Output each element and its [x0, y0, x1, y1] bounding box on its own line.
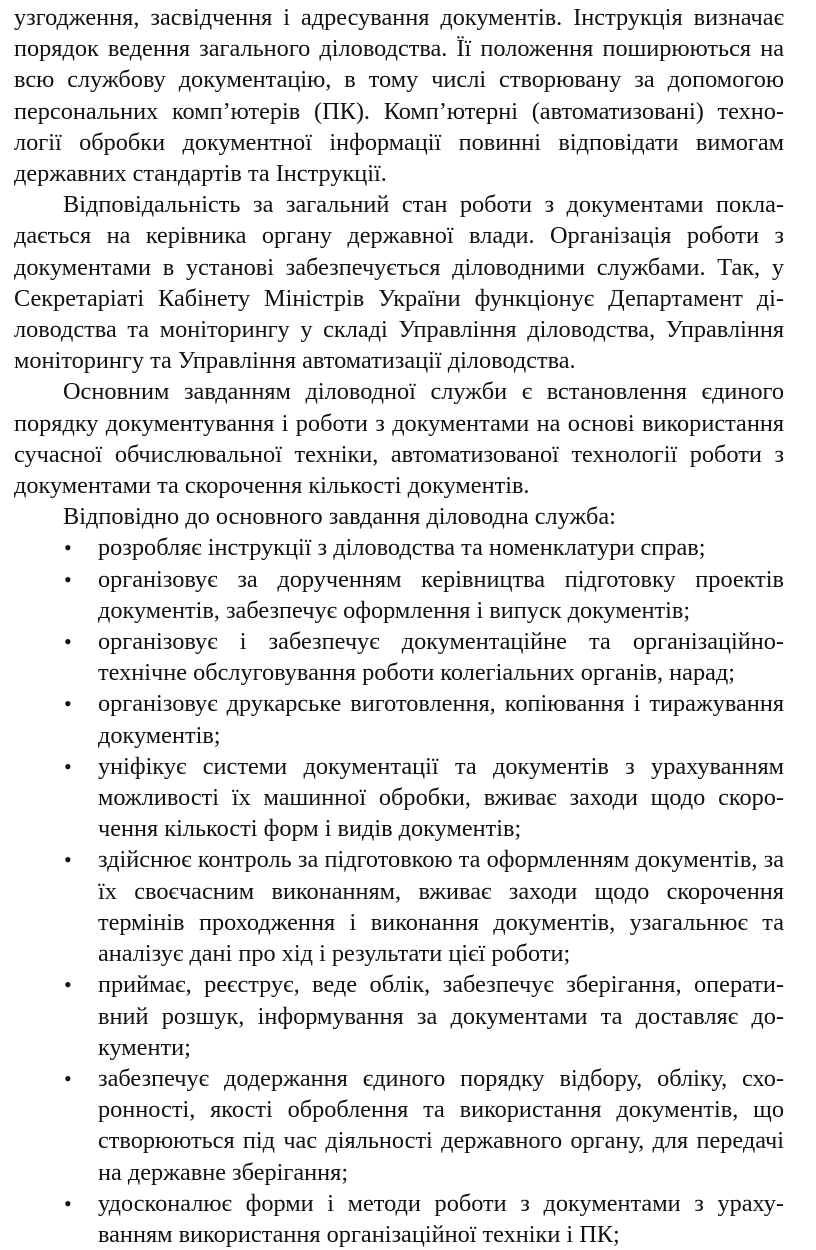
list-item-text: розробляє інструкції з діловодства та номенклатури справ; — [98, 534, 706, 562]
list-item — [14, 969, 784, 1063]
list-item — [14, 564, 784, 626]
bullet-icon: • — [64, 566, 72, 592]
bullet-icon: • — [64, 629, 72, 655]
list-item — [14, 844, 784, 969]
list-item-text: приймає, реєструє, веде облік, забезпечує зберігання, оперативний розшук, інформування за документами та доставляє документи; — [98, 971, 784, 1061]
bullet-icon: • — [64, 753, 72, 779]
bullet-icon: • — [64, 1065, 72, 1091]
list-item — [14, 532, 784, 563]
paragraph-responsibility: Відповідальність за загальний стан роботи з документами покладається на керівника органу державної влади. Організація роботи з документами в установі забезпечується діловодними службами. Так, у Секретаріаті Кабінету Міністрів України функціонує Департамент діловодства та моніторингу у складі Управління діловодства, Управління моніторингу та Управління автоматизації діловодства. — [14, 191, 784, 375]
list-item-text: уніфікує системи документації та документів з урахуванням можливості їх машинної обробки, вживає заходи щодо скорочення кількості форм і видів документів; — [98, 752, 784, 843]
list-item — [14, 626, 784, 688]
list-item — [14, 751, 784, 845]
bullet-icon: • — [64, 535, 72, 561]
list-item — [14, 1063, 784, 1188]
list-item — [14, 1188, 784, 1250]
list-item-text: організовує друкарське виготовлення, копіювання і тиражування документів; — [98, 690, 784, 749]
list-item — [14, 688, 784, 750]
bullet-icon: • — [64, 972, 72, 998]
duties-list — [14, 532, 784, 1250]
list-item-text: здійснює контроль за підготовкою та оформленням документів, за їх своєчасним виконанням, вживає заходи щодо скорочення термінів проходження і виконання документів, узагальнює та аналізує дані про хід і результати цієї роботи; — [98, 846, 784, 968]
paragraph-continuation: узгодження, засвідчення і адресування документів. Інструкція визначає порядок ведення загального діловодства. Її положення поширюються на всю службову документацію, в тому числі створювану за допомогою персональних комп’ютерів (ПК). Комп’ютерні (автоматизовані) технології обробки документної інформації повинні відповідати вимогам державних стандартів та Інструкції. — [14, 4, 784, 188]
paragraph-main-task: Основним завданням діловодної служби є встановлення єдиного порядку документування і роботи з документами на основі використання сучасної обчислювальної техніки, автоматизованої технології роботи з документами та скорочення кількості документів. — [14, 378, 784, 500]
bullet-icon: • — [64, 847, 72, 873]
list-item-text: забезпечує додержання єдиного порядку відбору, обліку, схоронності, якості оброблення та використання документів, що створюються під час діяльності державного органу, для передачі на державне зберігання; — [98, 1064, 784, 1186]
list-item-text: організовує за дорученням керівництва підготовку проектів документів, забезпечує оформлення і випуск документів; — [98, 565, 784, 624]
bullet-icon: • — [64, 1190, 72, 1216]
paragraph-list-intro: Відповідно до основного завдання діловодна служба: — [63, 503, 616, 531]
list-item-text: організовує і забезпечує документаційне та організаційно-технічне обслуговування роботи колегіальних органів, нарад; — [98, 628, 784, 687]
list-item-text: удосконалює форми і методи роботи з документами з урахуванням використання організаційної техніки і ПК; — [98, 1189, 784, 1248]
bullet-icon: • — [64, 691, 72, 717]
